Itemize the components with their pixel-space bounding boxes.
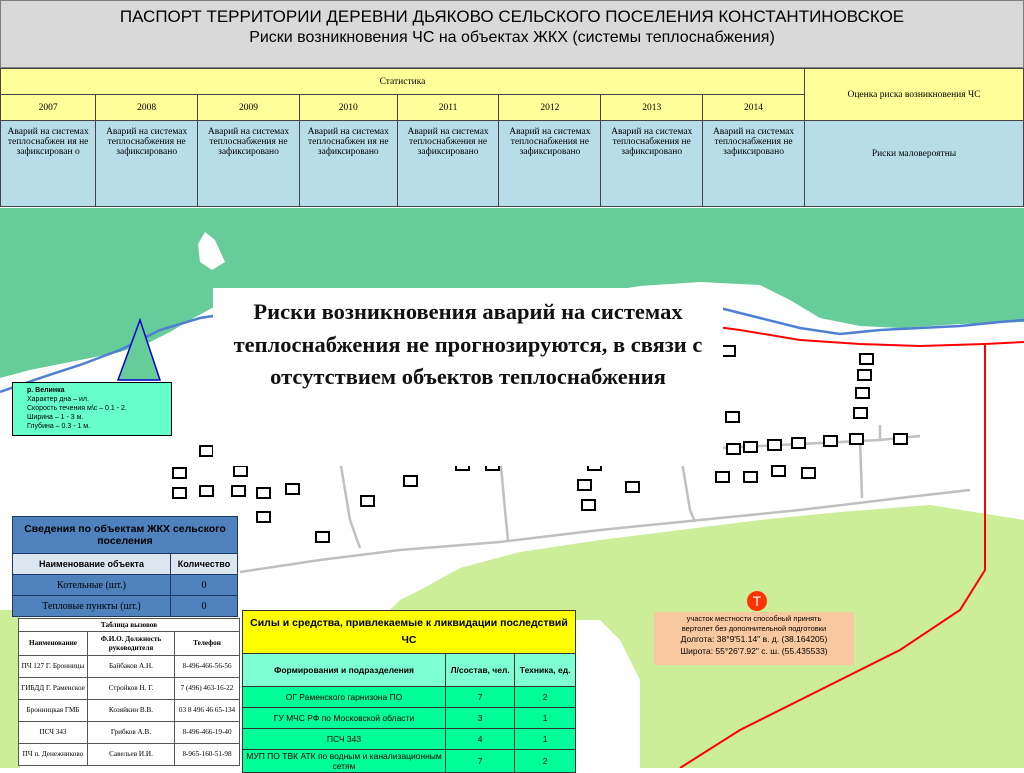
helipad-longitude: Долгота: 38°9'51.14" в. д. (38.164205) bbox=[680, 634, 828, 645]
zkh-row-count: 0 bbox=[171, 596, 238, 617]
calls-header: Ф.И.О. Должность руководителя bbox=[88, 632, 175, 656]
calls-cell: ПЧ п. Денежниково bbox=[19, 744, 88, 766]
stat-value-cell: Аварий на системах теплоснабжения не зафиксировано bbox=[703, 121, 805, 207]
zkh-row-name: Тепловые пункты (шт.) bbox=[13, 596, 171, 617]
river-line-4: Глубина – 0.3 - 1 м. bbox=[27, 423, 91, 431]
forces-row bbox=[243, 708, 576, 729]
calls-cell: ПЧ 127 Г. Бронницы bbox=[19, 656, 88, 678]
calls-cell: 03 8 496 46 65-134 bbox=[175, 700, 240, 722]
year-cell: 2010 bbox=[299, 95, 397, 121]
river-line-3: Ширина – 1 - 3 м. bbox=[27, 414, 84, 422]
year-cell: 2011 bbox=[397, 95, 499, 121]
calls-header: Телефон bbox=[175, 632, 240, 656]
stat-value-cell: Аварий на системах теплоснабжения не зафиксировано bbox=[601, 121, 703, 207]
zkh-title: Сведения по объектам ЖКХ сельского поселения bbox=[13, 517, 238, 554]
forces-row bbox=[243, 750, 576, 773]
calls-cell: Бронницкая ГМБ bbox=[19, 700, 88, 722]
calls-cell: Байбаков А.Н. bbox=[88, 656, 175, 678]
year-cell: 2014 bbox=[703, 95, 805, 121]
calls-row bbox=[19, 744, 240, 766]
zkh-col-count: Количество bbox=[171, 554, 238, 575]
forces-cell: 7 bbox=[446, 687, 515, 708]
stat-value-cell: Аварий на системах теплоснабжения не зафиксировано bbox=[397, 121, 499, 207]
stat-value-cell: Аварий на системах теплоснабжения не зафиксировано bbox=[198, 121, 300, 207]
forces-cell: ПСЧ 343 bbox=[243, 729, 446, 750]
forces-cell: ОГ Раменского гарнизона ПО bbox=[243, 687, 446, 708]
calls-row bbox=[19, 700, 240, 722]
page-title: ПАСПОРТ ТЕРРИТОРИИ ДЕРЕВНИ ДЬЯКОВО СЕЛЬСКОГО ПОСЕЛЕНИЯ КОНСТАНТИНОВСКОЕ bbox=[119, 7, 905, 26]
year-cell: 2012 bbox=[499, 95, 601, 121]
helipad-info bbox=[654, 612, 854, 665]
forces-cell: 2 bbox=[515, 750, 576, 773]
calls-cell: Савельев И.И. bbox=[88, 744, 175, 766]
calls-row bbox=[19, 656, 240, 678]
forces-row bbox=[243, 687, 576, 708]
helipad-marker-icon: Т bbox=[747, 591, 767, 611]
calls-header: Наименование bbox=[19, 632, 88, 656]
calls-table bbox=[18, 618, 240, 766]
zkh-col-name: Наименование объекта bbox=[13, 554, 171, 575]
forces-table bbox=[242, 610, 576, 773]
calls-row bbox=[19, 678, 240, 700]
forces-cell: МУП ПО ТВК АТК по водным и канализационным сетям bbox=[243, 750, 446, 773]
forces-cell: ГУ МЧС РФ по Московской области bbox=[243, 708, 446, 729]
calls-cell: ГИБДД Г. Раменское bbox=[19, 678, 88, 700]
calls-cell: 8-965-160-51-98 bbox=[175, 744, 240, 766]
forces-cell: 2 bbox=[515, 687, 576, 708]
forces-cell: 1 bbox=[515, 708, 576, 729]
calls-cell: 8-496-466-19-40 bbox=[175, 722, 240, 744]
river-line-1: Характер дна – ил. bbox=[27, 396, 89, 404]
year-cell: 2007 bbox=[1, 95, 96, 121]
forces-header: Техника, ед. bbox=[515, 654, 576, 687]
zkh-row-name: Котельные (шт.) bbox=[13, 575, 171, 596]
forces-title: Силы и средства, привлекаемые к ликвидации последствий ЧС bbox=[243, 611, 576, 654]
calls-cell: 8-496-466-56-56 bbox=[175, 656, 240, 678]
statistics-table bbox=[0, 68, 1024, 207]
stat-value-cell: Аварий на системах теплоснабжения не зафиксировано bbox=[96, 121, 198, 207]
river-line-2: Скорость течения м\с – 0.1 - 2. bbox=[27, 405, 127, 413]
calls-cell: Стройков Н. Г. bbox=[88, 678, 175, 700]
forces-cell: 1 bbox=[515, 729, 576, 750]
zkh-row-count: 0 bbox=[171, 575, 238, 596]
statistics-label: Статистика bbox=[1, 69, 805, 95]
calls-cell: Козяйкин В.В. bbox=[88, 700, 175, 722]
forces-cell: 7 bbox=[446, 750, 515, 773]
forces-header: Л/состав, чел. bbox=[446, 654, 515, 687]
stat-value-cell: Аварий на системах теплоснабжен ия не зафиксировано bbox=[299, 121, 397, 207]
forces-row bbox=[243, 729, 576, 750]
river-info-box bbox=[12, 382, 172, 436]
calls-cell: Грибков А.В. bbox=[88, 722, 175, 744]
forces-cell: 3 bbox=[446, 708, 515, 729]
calls-row bbox=[19, 722, 240, 744]
page-subtitle: Риски возникновения ЧС на объектах ЖКХ (системы теплоснабжения) bbox=[249, 29, 775, 46]
calls-cell: 7 (496) 463-16-22 bbox=[175, 678, 240, 700]
stat-value-cell: Аварий на системах теплоснабжения не зафиксировано bbox=[499, 121, 601, 207]
calls-title: Таблица вызовов bbox=[19, 619, 240, 632]
page-header bbox=[0, 0, 1024, 68]
stat-value-cell: Аварий на системах теплоснабжен ия не зафиксирован о bbox=[1, 121, 96, 207]
forces-cell: 4 bbox=[446, 729, 515, 750]
helipad-line-2: вертолет без дополнительной подготовки bbox=[681, 624, 827, 634]
zkh-table bbox=[12, 516, 238, 617]
calls-cell: ПСЧ 343 bbox=[19, 722, 88, 744]
helipad-latitude: Широта: 55°26'7.92" с. ш. (55.435533) bbox=[680, 645, 828, 656]
year-cell: 2013 bbox=[601, 95, 703, 121]
overlay-text: Риски возникновения аварий на системах теплоснабжения не прогнозируются, в связи с отсутствием объектов теплоснабжения bbox=[233, 299, 703, 390]
year-cell: 2009 bbox=[198, 95, 300, 121]
assessment-label: Оценка риска возникновения ЧС bbox=[805, 69, 1024, 121]
forces-header: Формирования и подразделения bbox=[243, 654, 446, 687]
assessment-value: Риски маловероятны bbox=[805, 121, 1024, 207]
year-cell: 2008 bbox=[96, 95, 198, 121]
river-name: р. Велинка bbox=[27, 387, 65, 394]
helipad-line-1: участок местности способный принять bbox=[686, 614, 822, 623]
